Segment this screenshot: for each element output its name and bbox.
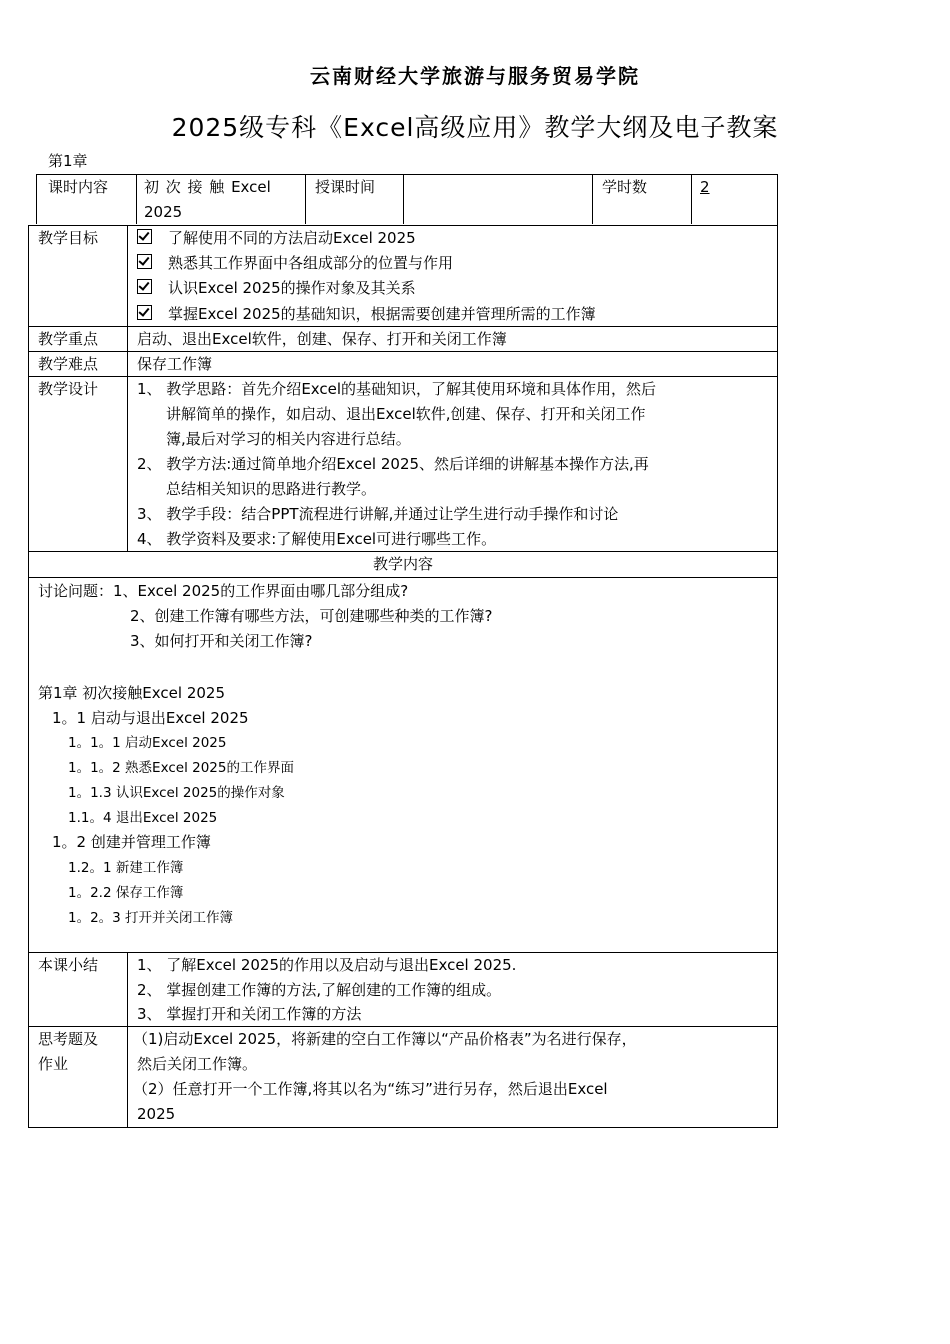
design-line: 簿,最后对学习的相关内容进行总结。 bbox=[166, 430, 411, 448]
key-points-value: 启动、退出Excel软件，创建、保存、打开和关闭工作簿 bbox=[137, 330, 507, 348]
outline-section: 1。1 启动与退出Excel 2025 bbox=[52, 709, 249, 727]
discussion-line: 2、创建工作簿有哪些方法，可创建哪些种类的工作簿? bbox=[130, 607, 493, 625]
outline-section: 1。2 创建并管理工作簿 bbox=[52, 833, 211, 851]
homework-line: （1)启动Excel 2025，将新建的空白工作簿以“产品价格表”为名进行保存， bbox=[133, 1030, 637, 1048]
outline-subsection: 1。1.3 认识Excel 2025的操作对象 bbox=[68, 785, 285, 801]
lesson-label: 课时内容 bbox=[48, 178, 109, 196]
difficult-points-label: 教学难点 bbox=[38, 355, 99, 373]
summary-line: 2、 掌握创建工作簿的方法,了解创建的工作簿的组成。 bbox=[137, 981, 502, 999]
outline-subsection: 1。2.2 保存工作簿 bbox=[68, 885, 184, 901]
design-line: 总结相关知识的思路进行教学。 bbox=[166, 480, 377, 498]
lesson-value: 初 次 接 触 Excel bbox=[144, 178, 271, 196]
outline-subsection: 1。2。3 打开并关闭工作簿 bbox=[68, 910, 234, 926]
design-line: 1、 教学思路：首先介绍Excel的基础知识，了解其使用环境和具体作用，然后 bbox=[137, 380, 657, 398]
summary-line: 3、 掌握打开和关闭工作簿的方法 bbox=[137, 1005, 362, 1023]
objective-item: 掌握Excel 2025的基础知识，根据需要创建并管理所需的工作簿 bbox=[137, 302, 596, 327]
summary-line: 1、 了解Excel 2025的作用以及启动与退出Excel 2025. bbox=[137, 956, 517, 974]
chapter-label: 第1章 bbox=[48, 152, 88, 170]
design-line: 4、 教学资料及要求:了解使用Excel可进行哪些工作。 bbox=[137, 530, 497, 548]
checkbox-checked-icon bbox=[137, 279, 152, 294]
difficult-points-value: 保存工作簿 bbox=[137, 355, 213, 373]
hours-value: 2 bbox=[700, 178, 710, 196]
homework-label: 思考题及 bbox=[38, 1030, 99, 1048]
outline-chapter: 第1章 初次接触Excel 2025 bbox=[38, 684, 225, 702]
time-label: 授课时间 bbox=[315, 178, 376, 196]
design-line: 3、 教学手段：结合PPT流程进行讲解,并通过让学生进行动手操作和讨论 bbox=[137, 505, 619, 523]
checkbox-checked-icon bbox=[137, 254, 152, 269]
discussion-line: 讨论问题：1、Excel 2025的工作界面由哪几部分组成? bbox=[38, 582, 409, 600]
course-title: 2025级专科《Excel高级应用》教学大纲及电子教案 bbox=[171, 113, 779, 142]
checkbox-checked-icon bbox=[137, 305, 152, 320]
objective-item: 了解使用不同的方法启动Excel 2025 bbox=[137, 226, 416, 251]
outline-subsection: 1.2。1 新建工作簿 bbox=[68, 860, 184, 876]
hours-label: 学时数 bbox=[602, 178, 648, 196]
homework-line: 然后关闭工作簿。 bbox=[137, 1055, 258, 1073]
homework-label-2: 作业 bbox=[38, 1055, 69, 1073]
outline-subsection: 1.1。4 退出Excel 2025 bbox=[68, 810, 218, 826]
content-header: 教学内容 bbox=[372, 555, 433, 573]
school-title: 云南财经大学旅游与服务贸易学院 bbox=[310, 64, 640, 88]
discussion-line: 3、如何打开和关闭工作簿? bbox=[130, 632, 313, 650]
key-points-label: 教学重点 bbox=[38, 330, 99, 348]
outline-subsection: 1。1。2 熟悉Excel 2025的工作界面 bbox=[68, 760, 294, 776]
design-line: 讲解简单的操作，如启动、退出Excel软件,创建、保存、打开和关闭工作 bbox=[166, 405, 646, 423]
objectives-label: 教学目标 bbox=[38, 229, 99, 247]
checkbox-checked-icon bbox=[137, 229, 152, 244]
objective-item: 认识Excel 2025的操作对象及其关系 bbox=[137, 276, 416, 301]
homework-line: （2）任意打开一个工作簿,将其以名为“练习”进行另存，然后退出Excel bbox=[133, 1080, 608, 1098]
outline-subsection: 1。1。1 启动Excel 2025 bbox=[68, 735, 227, 751]
summary-label: 本课小结 bbox=[38, 956, 99, 974]
design-line: 2、 教学方法:通过简单地介绍Excel 2025、然后详细的讲解基本操作方法,再 bbox=[137, 455, 649, 473]
homework-line: 2025 bbox=[137, 1105, 176, 1123]
design-label: 教学设计 bbox=[38, 380, 99, 398]
lesson-value-year: 2025 bbox=[144, 203, 183, 221]
objective-item: 熟悉其工作界面中各组成部分的位置与作用 bbox=[137, 251, 453, 276]
